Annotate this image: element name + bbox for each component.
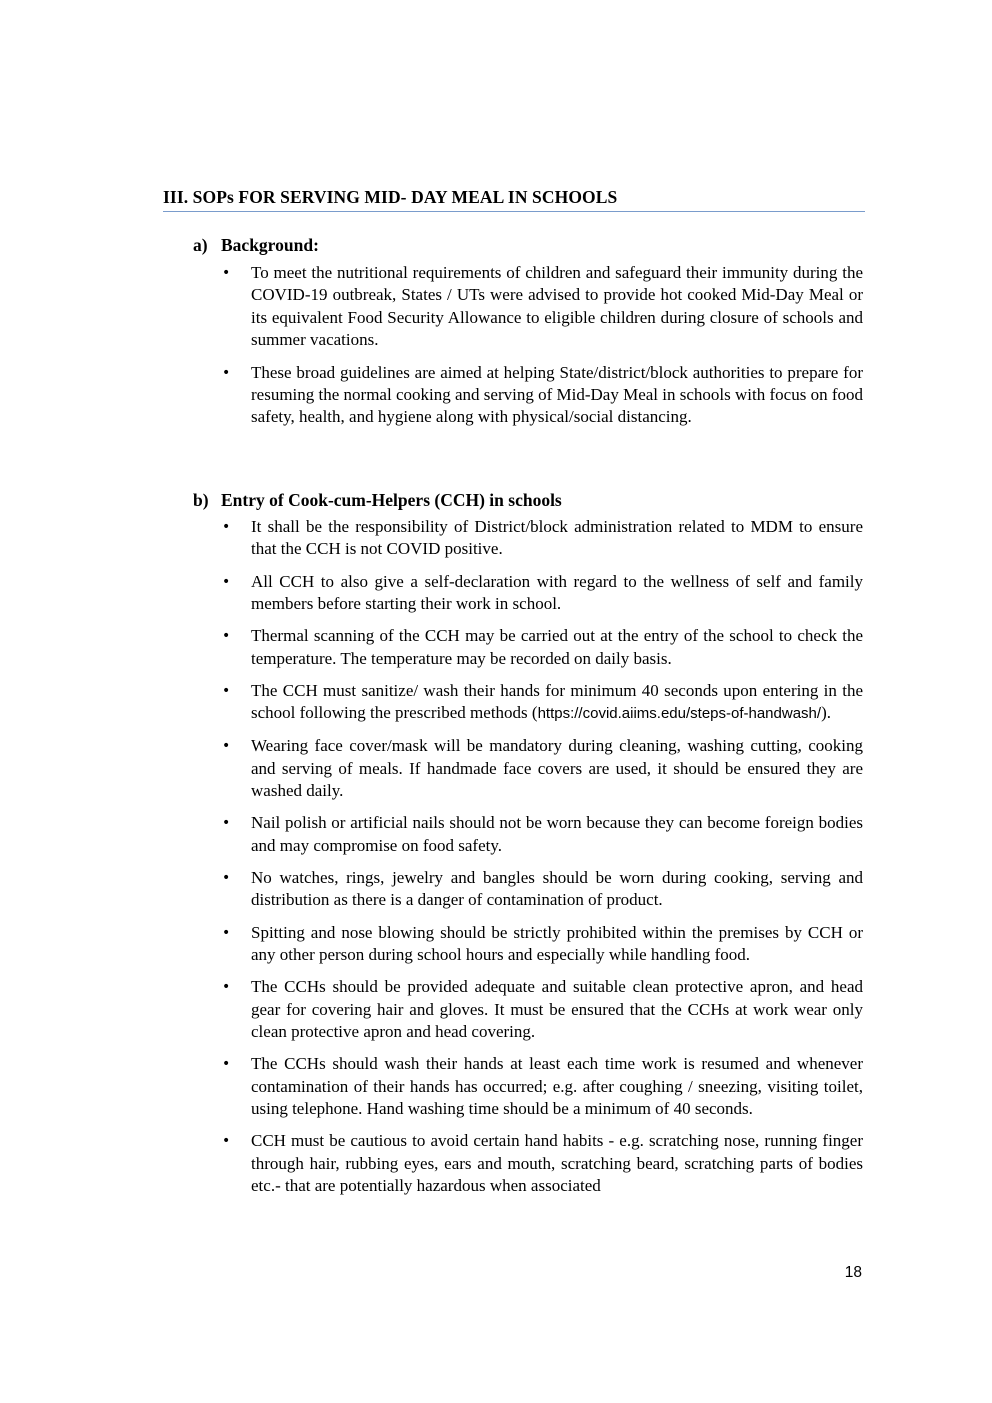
list-item-text: The CCH must sanitize/ wash their hands for minimum 40 seconds upon entering in the school following the prescribed methods ( [251, 680, 863, 723]
list-item [220, 680, 863, 726]
list-item-text-end: ). [821, 703, 831, 723]
section-b-bullet-list [220, 516, 863, 1207]
list-item: • Spitting and nose blowing should be strictly prohibited within the premises by CCH or any other person during school hours and especially while handling food. [220, 922, 863, 967]
list-item: • All CCH to also give a self-declaration with regard to the wellness of self and family members before starting their work in school. [220, 571, 863, 616]
list-item: • The CCHs should be provided adequate and suitable clean protective apron, and head gear for covering hair and gloves. It must be ensured that the CCHs at work wear only clean protective apron and head covering. [220, 976, 863, 1043]
section-b-marker: b) [193, 490, 209, 510]
section-a-title-text: Background: [221, 235, 319, 255]
section-a-bullet-list [220, 262, 863, 439]
list-item: • The CCHs should wash their hands at least each time work is resumed and whenever contamination of their hands has occurred; e.g. after coughing / sneezing, visiting toilet, using telephone. Hand washing time should be a minimum of 40 seconds. [220, 1053, 863, 1120]
list-item: • Nail polish or artificial nails should not be worn because they can become foreign bodies and may compromise on food safety. [220, 812, 863, 857]
list-item: • To meet the nutritional requirements of children and safeguard their immunity during the COVID-19 outbreak, States / UTs were advised to provide hot cooked Mid-Day Meal or its equivalent Food Security Allowance to eligible children during closure of schools and summer vacations. [220, 262, 863, 352]
section-b-title [193, 490, 562, 511]
list-item: • CCH must be cautious to avoid certain hand habits - e.g. scratching nose, running finger through hair, rubbing eyes, ears and mouth, scratching beard, scratching parts of bodies etc.- that are potentially hazardous when associated [220, 1130, 863, 1197]
list-item: • It shall be the responsibility of District/block administration related to MDM to ensure that the CCH is not COVID positive. [220, 516, 863, 561]
list-item: • No watches, rings, jewelry and bangles should be worn during cooking, serving and distribution as there is a danger of contamination of product. [220, 867, 863, 912]
section-a-title [193, 235, 319, 256]
list-item: • Thermal scanning of the CCH may be carried out at the entry of the school to check the temperature. The temperature may be recorded on daily basis. [220, 625, 863, 670]
list-item: • These broad guidelines are aimed at helping State/district/block authorities to prepare for resuming the normal cooking and serving of Mid-Day Meal in schools with focus on food safety, health, and hygiene along with physical/social distancing. [220, 362, 863, 429]
section-a-marker: a) [193, 235, 208, 255]
list-item: • Wearing face cover/mask will be mandatory during cleaning, washing cutting, cooking and serving of meals. If handmade face covers are used, it should be ensured they are washed daily. [220, 735, 863, 802]
section-heading: III. SOPs FOR SERVING MID- DAY MEAL IN SCHOOLS [163, 187, 618, 207]
heading-underline [163, 211, 865, 212]
page-number: 18 [844, 1264, 862, 1281]
section-b-title-text: Entry of Cook-cum-Helpers (CCH) in schools [221, 490, 562, 510]
handwash-url: https://covid.aiims.edu/steps-of-handwash/ [537, 705, 822, 723]
